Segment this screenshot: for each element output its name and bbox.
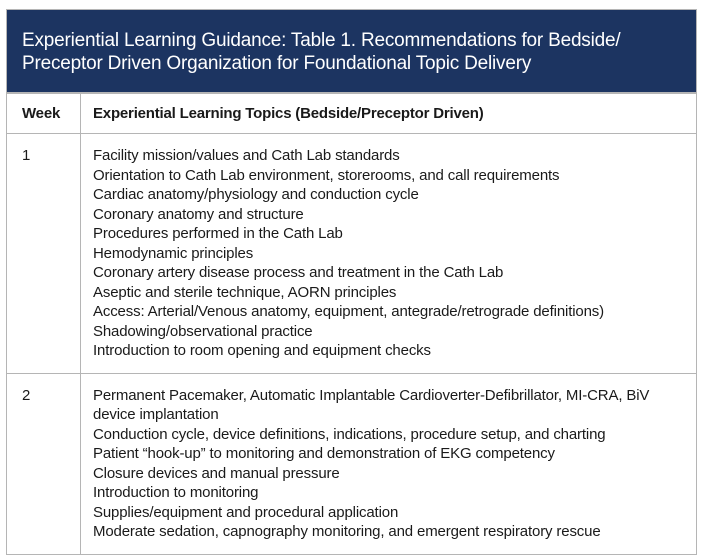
header-topics: Experiential Learning Topics (Bedside/Preceptor Driven)	[93, 105, 484, 122]
topics-cell	[81, 374, 696, 554]
week-cell: 1	[7, 134, 81, 373]
topic-item: Shadowing/observational practice	[93, 322, 313, 340]
topic-item: Closure devices and manual pressure	[93, 464, 340, 482]
topic-item: Coronary artery disease process and treatment in the Cath Lab	[93, 264, 504, 281]
topic-item: Hemodynamic principles	[93, 244, 254, 262]
table-header-row	[7, 93, 696, 133]
table-row	[7, 133, 696, 373]
table-title: Experiential Learning Guidance: Table 1. Recommendations for Bedside/ Preceptor Driven Organization for Foundational Topic Delivery	[7, 10, 696, 93]
topic-item: Permanent Pacemaker, Automatic Implantable Cardioverter-Defibrillator, MI-CRA, BiV device implantation	[93, 386, 650, 423]
topic-item: Conduction cycle, device definitions, indications, procedure setup, and charting	[93, 425, 606, 443]
topic-item: Moderate sedation, capnography monitoring, and emergent respiratory rescue	[93, 523, 601, 540]
topic-item: Orientation to Cath Lab environment, storerooms, and call requirements	[93, 166, 560, 184]
recommendations-table	[6, 9, 697, 555]
topic-item: Coronary anatomy and structure	[93, 205, 304, 223]
topic-item: Procedures performed in the Cath Lab	[93, 225, 343, 242]
topic-item: Cardiac anatomy/physiology and conduction cycle	[93, 186, 419, 203]
table-row	[7, 373, 696, 554]
topics-cell	[81, 134, 696, 373]
topic-item: Introduction to room opening and equipment checks	[93, 342, 431, 359]
topic-item: Facility mission/values and Cath Lab standards	[93, 147, 400, 164]
topic-item: Access: Arterial/Venous anatomy, equipment, antegrade/retrograde definitions)	[93, 303, 604, 320]
topic-item: Supplies/equipment and procedural application	[93, 503, 399, 521]
topic-item: Introduction to monitoring	[93, 484, 259, 501]
topic-item: Patient “hook-up” to monitoring and demonstration of EKG competency	[93, 445, 555, 462]
topic-item: Aseptic and sterile technique, AORN principles	[93, 283, 397, 301]
week-cell: 2	[7, 374, 81, 554]
header-week: Week	[7, 94, 81, 133]
